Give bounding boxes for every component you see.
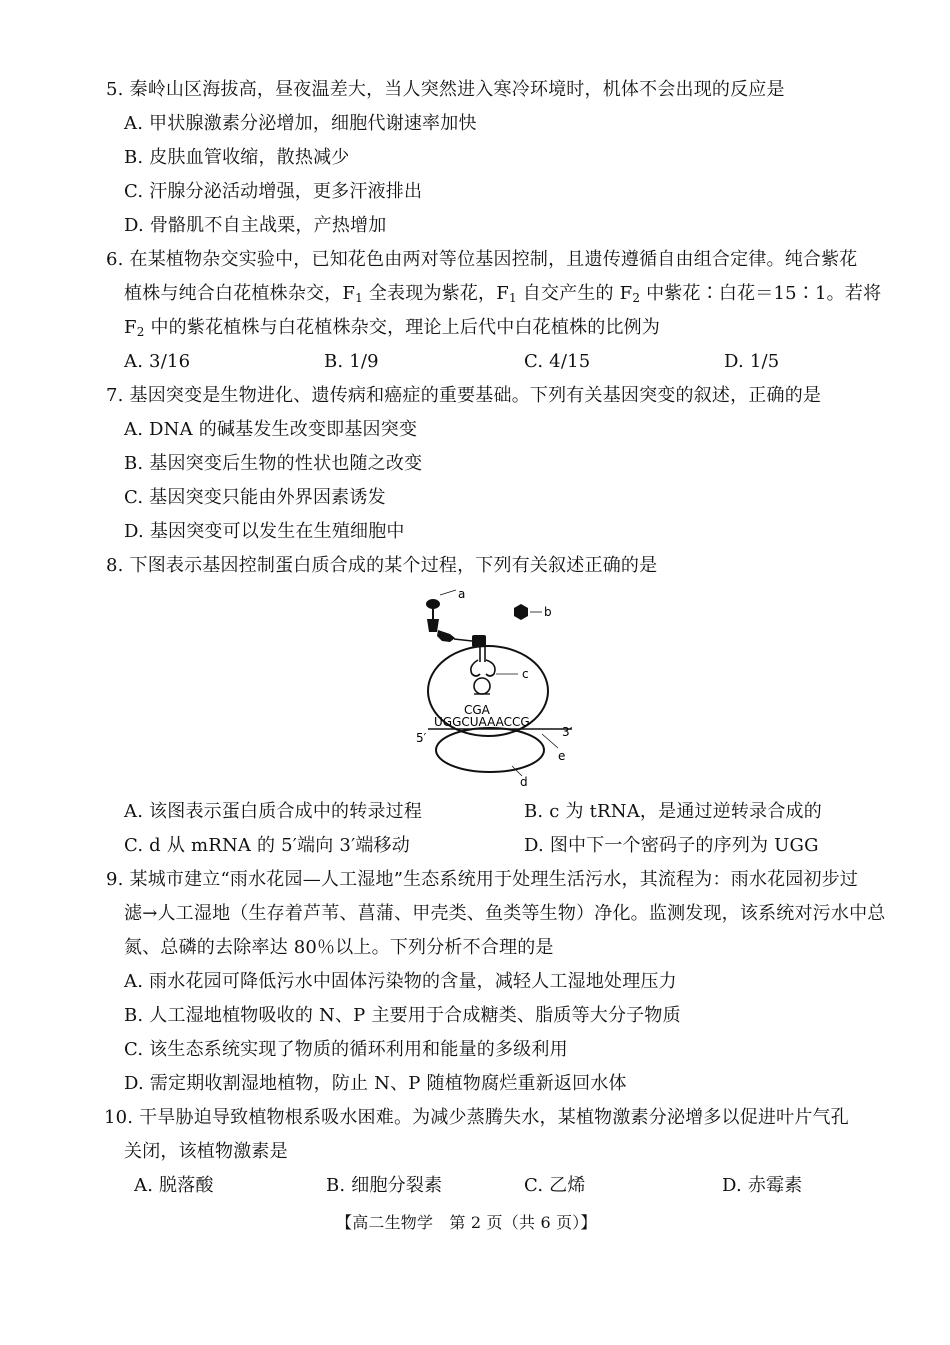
q6-stem-line3: $F_2$ 中的紫花植株与白花植株杂交，理论上后代中白花植株的比例为 (124, 317, 661, 339)
q5-option-c: C. 汗腺分泌活动增强，更多汗液排出 (124, 181, 423, 202)
q7-option-b: B. 基因突变后生物的性状也随之改变 (124, 453, 423, 474)
q10-option-b: B. 细胞分裂素 (326, 1175, 443, 1196)
q8-option-c: C. d 从 mRNA 的 5′端向 3′端移动 (124, 835, 410, 856)
trna-anticodon-loop (474, 678, 490, 694)
q8-option-d: D. 图中下一个密码子的序列为 UGG (524, 835, 819, 856)
q9-stem-line2: 滤→人工湿地（生存着芦苇、菖蒲、甲壳类、鱼类等生物）净化。监测发现，该系统对污水中总 (124, 903, 886, 924)
q9-stem-line1: 9. 某城市建立“雨水花园—人工湿地”生态系统用于处理生活污水，其流程为：雨水花园初步过 (106, 869, 859, 890)
q9-option-d: D. 需定期收割湿地植物，防止 N、P 随植物腐烂重新返回水体 (124, 1073, 627, 1094)
q6-stem-line1: 6. 在某植物杂交实验中，已知花色由两对等位基因控制，且遗传遵循自由组合定律。纯合紫花 (106, 249, 858, 270)
trna-acceptor-stem (480, 647, 485, 662)
a-leader (440, 590, 456, 595)
anticodon-text: CGA (464, 703, 490, 717)
q6-option-c: C. 4/15 (524, 351, 591, 372)
three-prime-label: 3′ (562, 725, 573, 739)
translation-diagram (400, 586, 600, 791)
q7-option-c: C. 基因突变只能由外界因素诱发 (124, 487, 386, 508)
a-block-icon (427, 619, 439, 632)
q5-option-d: D. 骨骼肌不自主战栗，产热增加 (124, 215, 387, 236)
q10-option-c: C. 乙烯 (524, 1175, 586, 1196)
q9-stem-line3: 氮、总磷的去除率达 80％以上。下列分析不合理的是 (124, 937, 554, 958)
label-a: a (458, 587, 466, 601)
q8-stem: 8. 下图表示基因控制蛋白质合成的某个过程，下列有关叙述正确的是 (106, 555, 658, 576)
q7-option-a: A. DNA 的碱基发生改变即基因突变 (124, 419, 418, 440)
five-prime-label: 5′ (416, 731, 427, 745)
mrna-sequence: UGGCUAAACCG (434, 715, 530, 729)
q10-stem-line1: 10. 干旱胁迫导致植物根系吸水困难。为减少蒸腾失水，某植物激素分泌增多以促进叶片气孔 (104, 1107, 849, 1128)
q9-option-c: C. 该生态系统实现了物质的循环利用和能量的多级利用 (124, 1039, 568, 1060)
label-e: e (558, 749, 566, 763)
peptide-link (454, 639, 472, 641)
q9-option-b: B. 人工湿地植物吸收的 N、P 主要用于合成糖类、脂质等大分子物质 (124, 1005, 681, 1026)
q5-stem: 5. 秦岭山区海拔高，昼夜温差大，当人突然进入寒冷环境时，机体不会出现的反应是 (106, 79, 785, 100)
q8-option-a: A. 该图表示蛋白质合成中的转录过程 (124, 801, 423, 822)
label-b: b (544, 605, 552, 619)
amino-acid-b-icon (514, 604, 528, 620)
q9-option-a: A. 雨水花园可降低污水中固体污染物的含量，减轻人工湿地处理压力 (124, 971, 677, 992)
q6-stem-line2: 植株与纯合白花植株杂交，$F_1$ 全表现为紫花，$F_1$ 自交产生的 $F_2$ 中紫花∶白花＝15∶1。若将 (124, 283, 882, 305)
e-leader (542, 734, 558, 748)
q10-option-d: D. 赤霉素 (722, 1175, 803, 1196)
q7-stem: 7. 基因突变是生物进化、遗传病和癌症的重要基础。下列有关基因突变的叙述，正确的是 (106, 385, 822, 406)
q6-option-d: D. 1/5 (724, 351, 780, 372)
label-c: c (522, 667, 529, 681)
q6-option-a: A. 3/16 (124, 351, 191, 372)
trna-right-loop (486, 660, 495, 676)
q8-option-b: B. c 为 tRNA，是通过逆转录合成的 (524, 801, 822, 822)
q10-option-a: A. 脱落酸 (134, 1175, 214, 1196)
ribosome-small-subunit (436, 728, 544, 772)
trna-left-loop (471, 660, 480, 676)
label-d: d (520, 775, 528, 789)
q7-option-d: D. 基因突变可以发生在生殖细胞中 (124, 521, 405, 542)
peptide-hexagon-icon (437, 630, 455, 642)
amino-acid-a-icon (426, 599, 440, 609)
q6-option-b: B. 1/9 (324, 351, 379, 372)
q5-option-b: B. 皮肤血管收缩，散热减少 (124, 147, 350, 168)
q10-stem-line2: 关闭，该植物激素是 (124, 1141, 288, 1162)
q5-option-a: A. 甲状腺激素分泌增加，细胞代谢速率加快 (124, 113, 477, 134)
page-footer: 【高二生物学 第 2 页（共 6 页）】 (336, 1213, 597, 1232)
